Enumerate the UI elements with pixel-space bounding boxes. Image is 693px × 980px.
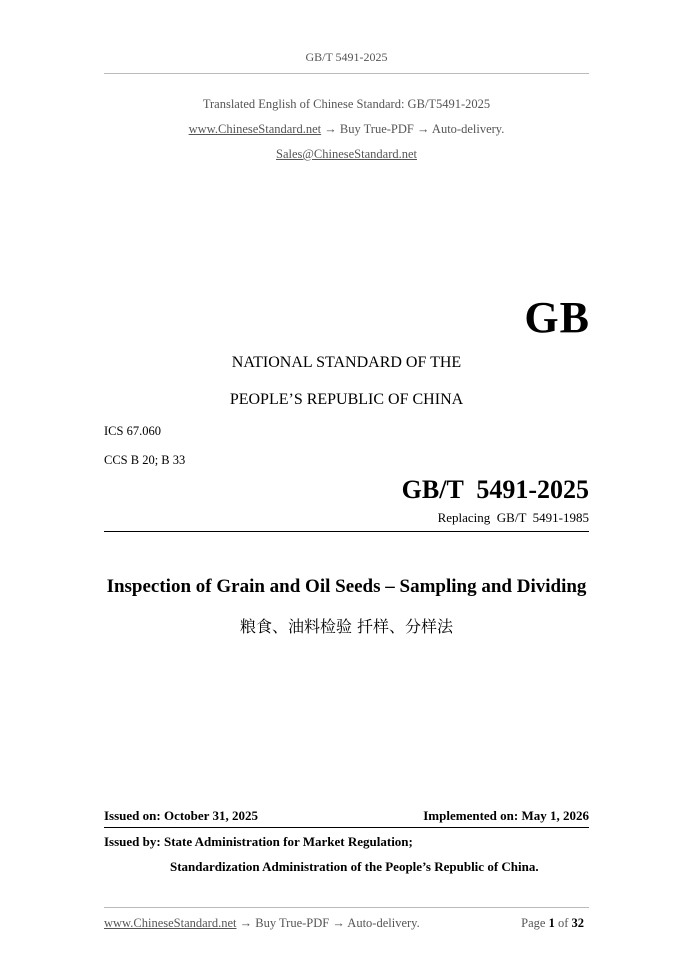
national-standard-line1: NATIONAL STANDARD OF THE <box>231 354 462 371</box>
page-current: 1 <box>548 916 555 930</box>
title-chinese: 粮食、油料检验 扦样、分样法 <box>239 617 454 636</box>
page-prefix: Page <box>521 916 546 930</box>
header-divider <box>104 73 589 74</box>
issue-divider <box>104 827 589 828</box>
ics-code: ICS 67.060 <box>104 424 161 438</box>
replacing-note: Replacing GB/T 5491-1985 <box>437 510 589 525</box>
page-indicator <box>440 916 584 931</box>
footer-site-link[interactable]: www.ChineseStandard.net <box>104 916 237 930</box>
national-standard-line2: PEOPLE’S REPUBLIC OF CHINA <box>229 391 464 408</box>
email-line <box>0 147 693 162</box>
email-link[interactable]: Sales@ChineseStandard.net <box>276 147 417 161</box>
buy-text: → Buy True-PDF → Auto-delivery. <box>324 122 505 136</box>
title-english: Inspection of Grain and Oil Seeds – Sampling and Dividing <box>106 576 587 597</box>
issued-by-line2: Standardization Administration of the People’s Republic of China. <box>170 859 539 874</box>
page-of: of <box>557 916 569 930</box>
footer-buy-text: → Buy True-PDF → Auto-delivery. <box>239 916 420 930</box>
footer-divider <box>104 907 589 908</box>
implemented-on: Implemented on: May 1, 2026 <box>423 808 589 823</box>
standard-number: GB/T 5491-2025 <box>401 475 589 504</box>
site-link[interactable]: www.ChineseStandard.net <box>188 122 322 136</box>
purchase-line <box>0 122 693 137</box>
issued-on: Issued on: October 31, 2025 <box>104 808 258 823</box>
page-total: 32 <box>571 916 584 930</box>
footer-purchase-line <box>104 916 420 931</box>
translation-notice: Translated English of Chinese Standard: GB/T5491-2025 <box>202 97 491 111</box>
running-header: GB/T 5491-2025 <box>305 50 388 64</box>
issued-by-line1: Issued by: State Administration for Market Regulation; <box>104 834 413 849</box>
number-divider <box>104 531 589 532</box>
gb-logo: GB <box>524 293 590 342</box>
ccs-code: CCS B 20; B 33 <box>104 453 186 467</box>
